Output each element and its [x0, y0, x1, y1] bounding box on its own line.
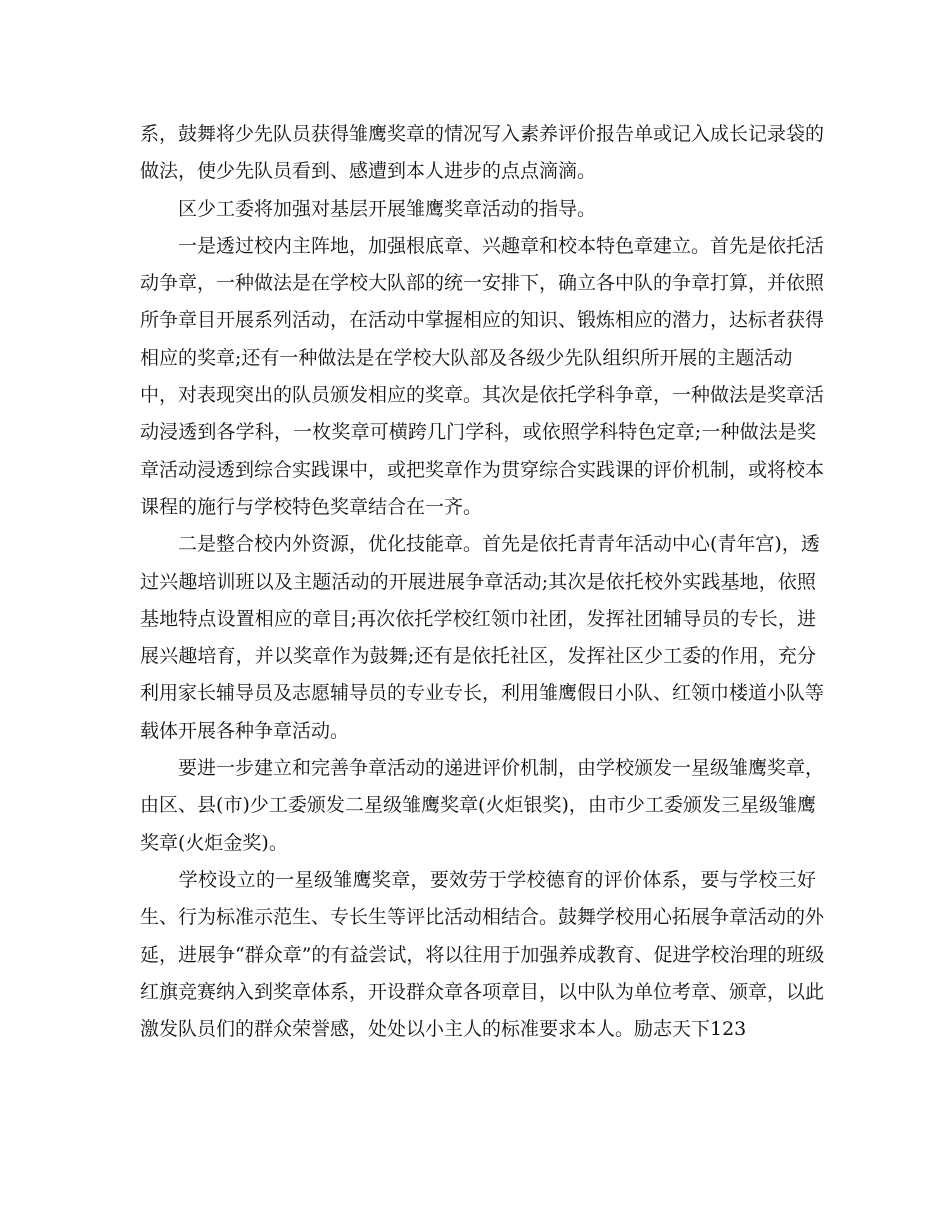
text-line: 延，进展争“群众章”的有益尝试，将以往用于加强养成教育、促进学校治理的班级	[140, 943, 825, 966]
text-line: 激发队员们的群众荣誉感，处处以小主人的标准要求本人。励志天下123	[140, 1018, 747, 1041]
text-line: 展兴趣培育，并以奖章作为鼓舞;还有是依托社区，发挥社区少工委的作用，充分	[140, 645, 816, 668]
text-line: 学校设立的一星级雏鹰奖章，要效劳于学校德育的评价体系，要与学校三好	[140, 868, 816, 891]
text-line: 生、行为标准示范生、专长生等评比活动相结合。鼓舞学校用心拓展争章活动的外	[140, 906, 825, 929]
text-line: 所争章目开展系列活动，在活动中掌握相应的知识、锻炼相应的潜力，达标者获得	[140, 309, 825, 332]
text-line: 由区、县(市)少工委颁发二星级雏鹰奖章(火炬银奖)，由市少工委颁发三星级雏鹰	[140, 794, 816, 817]
paragraph	[140, 228, 825, 526]
text-line: 过兴趣培训班以及主题活动的开展进展争章活动;其次是依托校外实践基地，依照	[140, 570, 816, 593]
text-line: 系，鼓舞将少先队员获得雏鹰奖章的情况写入素养评价报告单或记入成长记录袋的	[140, 123, 825, 145]
text-line: 二是整合校内外资源，优化技能章。首先是依托青青年活动中心(青年宫)，透	[140, 533, 820, 556]
text-line: 相应的奖章;还有一种做法是在学校大队部及各级少先队组织所开展的主题活动	[140, 346, 793, 369]
text-line: 要进一步建立和完善争章活动的递进评价机制，由学校颁发一星级雏鹰奖章，	[140, 757, 825, 780]
paragraph	[140, 862, 825, 1048]
paragraph	[140, 191, 816, 228]
text-line: 中，对表现突出的队员颁发相应的奖章。其次是依托学科争章，一种做法是奖章活	[140, 384, 825, 407]
text-line: 奖章(火炬金奖)。	[140, 831, 288, 854]
text-line: 区少工委将加强对基层开展雏鹰奖章活动的指导。	[140, 197, 597, 220]
text-line: 一是透过校内主阵地，加强根底章、兴趣章和校本特色章建立。首先是依托活	[140, 234, 825, 257]
text-line: 红旗竞赛纳入到奖章体系，开设群众章各项章目，以中队为单位考章、颁章，以此	[140, 980, 825, 1003]
paragraph	[140, 116, 825, 191]
text-line: 利用家长辅导员及志愿辅导员的专业专长，利用雏鹰假日小队、红领巾楼道小队等	[140, 682, 825, 705]
paragraph	[140, 750, 825, 862]
text-line: 动浸透到各学科，一枚奖章可横跨几门学科，或依照学科特色定章;一种做法是奖	[140, 421, 816, 444]
paragraph	[140, 526, 825, 750]
document-body	[140, 116, 825, 1048]
text-line: 载体开展各种争章活动。	[140, 719, 350, 742]
text-line: 课程的施行与学校特色奖章结合在一齐。	[140, 495, 483, 518]
text-line: 基地特点设置相应的章目;再次依托学校红领巾社团，发挥社团辅导员的专长，进	[140, 607, 816, 630]
text-line: 章活动浸透到综合实践课中，或把奖章作为贯穿综合实践课的评价机制，或将校本	[140, 458, 825, 481]
text-line: 动争章，一种做法是在学校大队部的统一安排下，确立各中队的争章打算，并依照	[140, 272, 825, 295]
text-line: 做法，使少先队员看到、感遭到本人进步的点点滴滴。	[140, 160, 597, 183]
